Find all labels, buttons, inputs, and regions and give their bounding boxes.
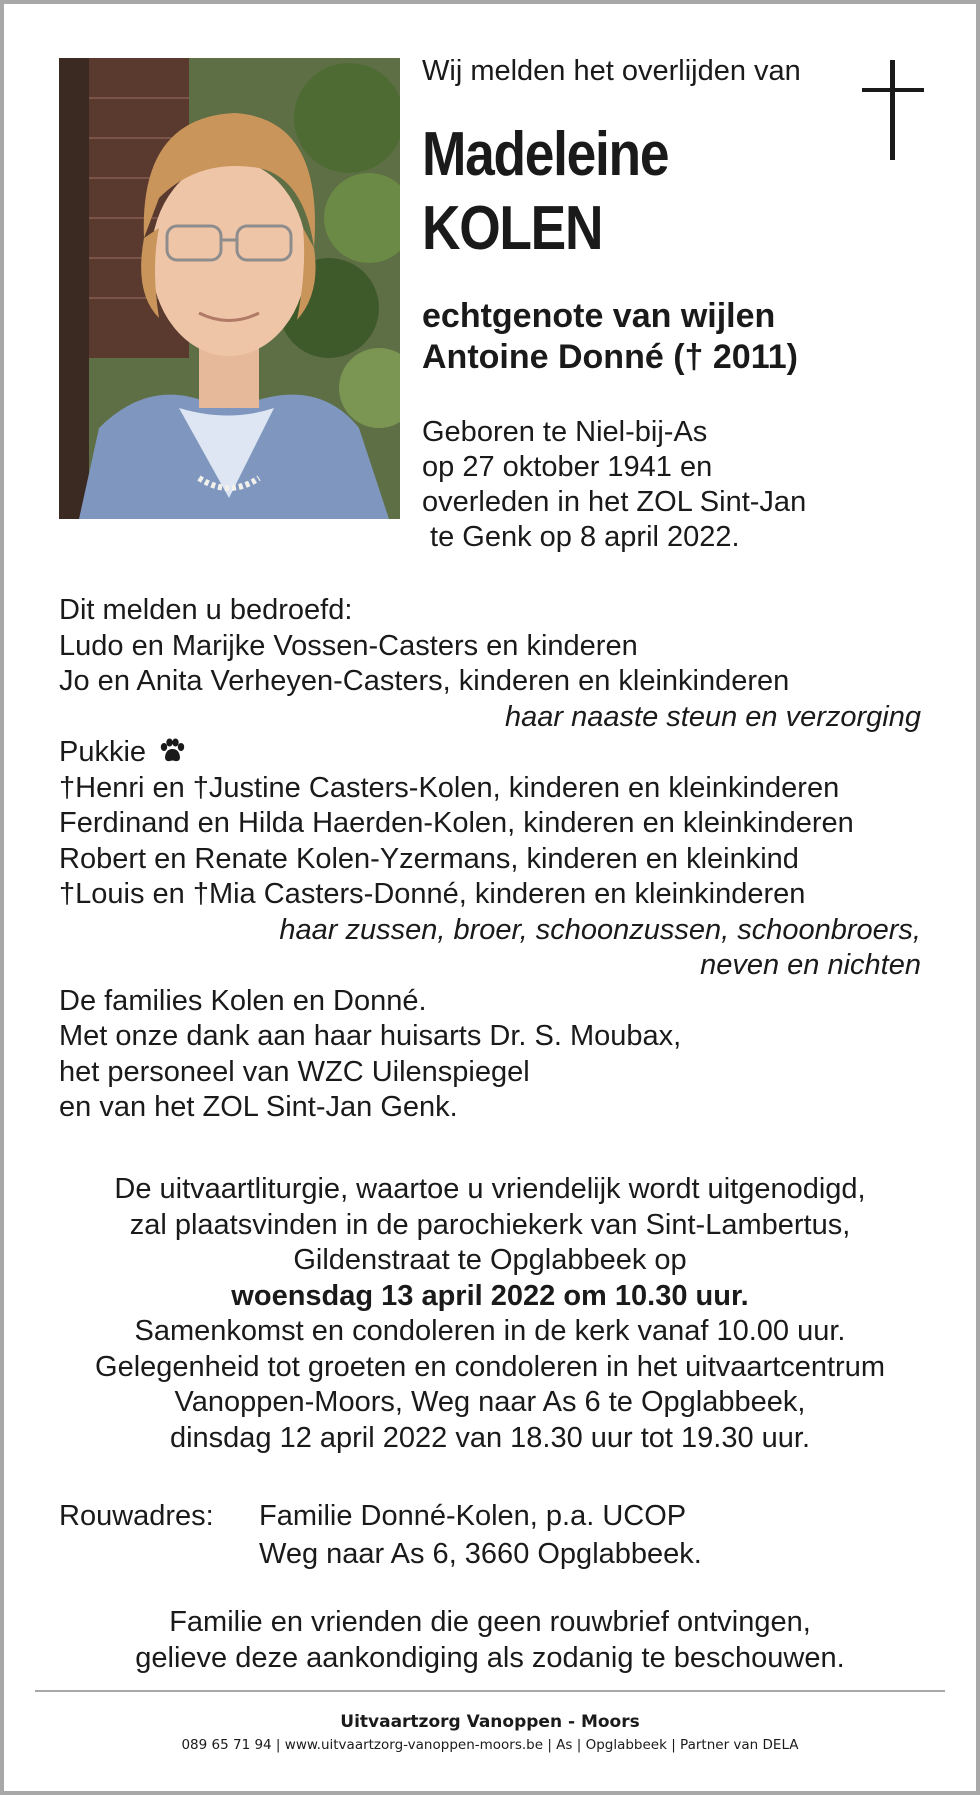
liturgy-line: De uitvaartliturgie, waartoe u vriendelijk wordt uitgenodigd, (114, 1173, 866, 1205)
liturgy-line: Vanoppen-Moors, Weg naar As 6 te Opglabbeek, (174, 1386, 806, 1418)
announcement: Wij melden het overlijden van (422, 55, 801, 87)
liturgy-line: Gildenstraat te Opglabbeek op (293, 1244, 687, 1276)
mourner-role: neven en nichten (700, 949, 921, 981)
funeral-date-time: woensdag 13 april 2022 om 10.30 uur. (231, 1279, 749, 1312)
families-line: De families Kolen en Donné. (59, 984, 427, 1017)
last-name: KOLEN (422, 194, 603, 263)
liturgy-line: dinsdag 12 april 2022 van 18.30 uur tot 19.30 uur. (169, 1421, 811, 1454)
mourner-line: Jo en Anita Verheyen-Casters, kinderen en kleinkinderen (59, 665, 790, 697)
mourner-line: Ferdinand en Hilda Haerden-Kolen, kinderen en kleinkinderen (59, 807, 854, 839)
funeral-home-contact: 089 65 71 94 | www.uitvaartzorg-vanoppen-moors.be | As | Opglabbeek | Partner van DELA (181, 1737, 799, 1753)
deceased-name (422, 118, 668, 266)
thanks-line: en van het ZOL Sint-Jan Genk. (59, 1091, 458, 1123)
birth-line: te Genk op 8 april 2022. (422, 521, 740, 553)
pet-name: Pukkie (59, 736, 147, 768)
first-name: Madeleine (422, 120, 669, 189)
thanks-line: Met onze dank aan haar huisarts Dr. S. Moubax, (59, 1020, 682, 1052)
spouse-line: echtgenote van wijlen (422, 297, 776, 335)
mourner-role: haar naaste steun en verzorging (505, 700, 921, 733)
notice-line: gelieve deze aankondiging als zodanig te beschouwen. (135, 1641, 845, 1674)
address-label: Rouwadres: (59, 1500, 214, 1532)
address-lines (259, 1497, 702, 1573)
paw-icon (158, 738, 186, 764)
portrait-photo (59, 58, 400, 519)
birth-line: overleden in het ZOL Sint-Jan (422, 486, 807, 518)
funeral-details (40, 1172, 940, 1456)
birth-line: op 27 oktober 1941 en (422, 451, 713, 483)
mourner-role: haar zussen, broer, schoonzussen, schoonbroers, (279, 913, 921, 946)
pet-line (59, 735, 921, 771)
birth-line: Geboren te Niel-bij-As (422, 416, 708, 448)
mourners-list (59, 593, 921, 1126)
spouse-info (422, 296, 798, 378)
cross-icon (862, 60, 924, 160)
address-line: Familie Donné-Kolen, p.a. UCOP (259, 1500, 687, 1532)
birth-death-info (422, 415, 806, 555)
notice-line: Familie en vrienden die geen rouwbrief ontvingen, (169, 1606, 811, 1638)
liturgy-line: Samenkomst en condoleren in de kerk vanaf 10.00 uur. (134, 1315, 846, 1347)
notice (40, 1605, 940, 1676)
thanks-line: het personeel van WZC Uilenspiegel (59, 1055, 530, 1088)
mourner-line: †Louis en †Mia Casters-Donné, kinderen en kleinkinderen (59, 878, 806, 910)
address-line: Weg naar As 6, 3660 Opglabbeek. (259, 1538, 702, 1570)
spouse-line: Antoine Donné († 2011) (422, 338, 798, 376)
funeral-home-name: Uitvaartzorg Vanoppen - Moors (340, 1712, 640, 1732)
mourners-intro: Dit melden u bedroefd: (59, 594, 353, 626)
liturgy-line: Gelegenheid tot groeten en condoleren in het uitvaartcentrum (95, 1350, 885, 1383)
mourner-line: Ludo en Marijke Vossen-Casters en kinderen (59, 629, 638, 662)
mourner-line: Robert en Renate Kolen-Yzermans, kinderen en kleinkind (59, 842, 799, 875)
liturgy-line: zal plaatsvinden in de parochiekerk van Sint-Lambertus, (129, 1208, 851, 1241)
footer-divider (35, 1690, 945, 1692)
mourner-line: †Henri en †Justine Casters-Kolen, kinderen en kleinkinderen (59, 771, 840, 804)
